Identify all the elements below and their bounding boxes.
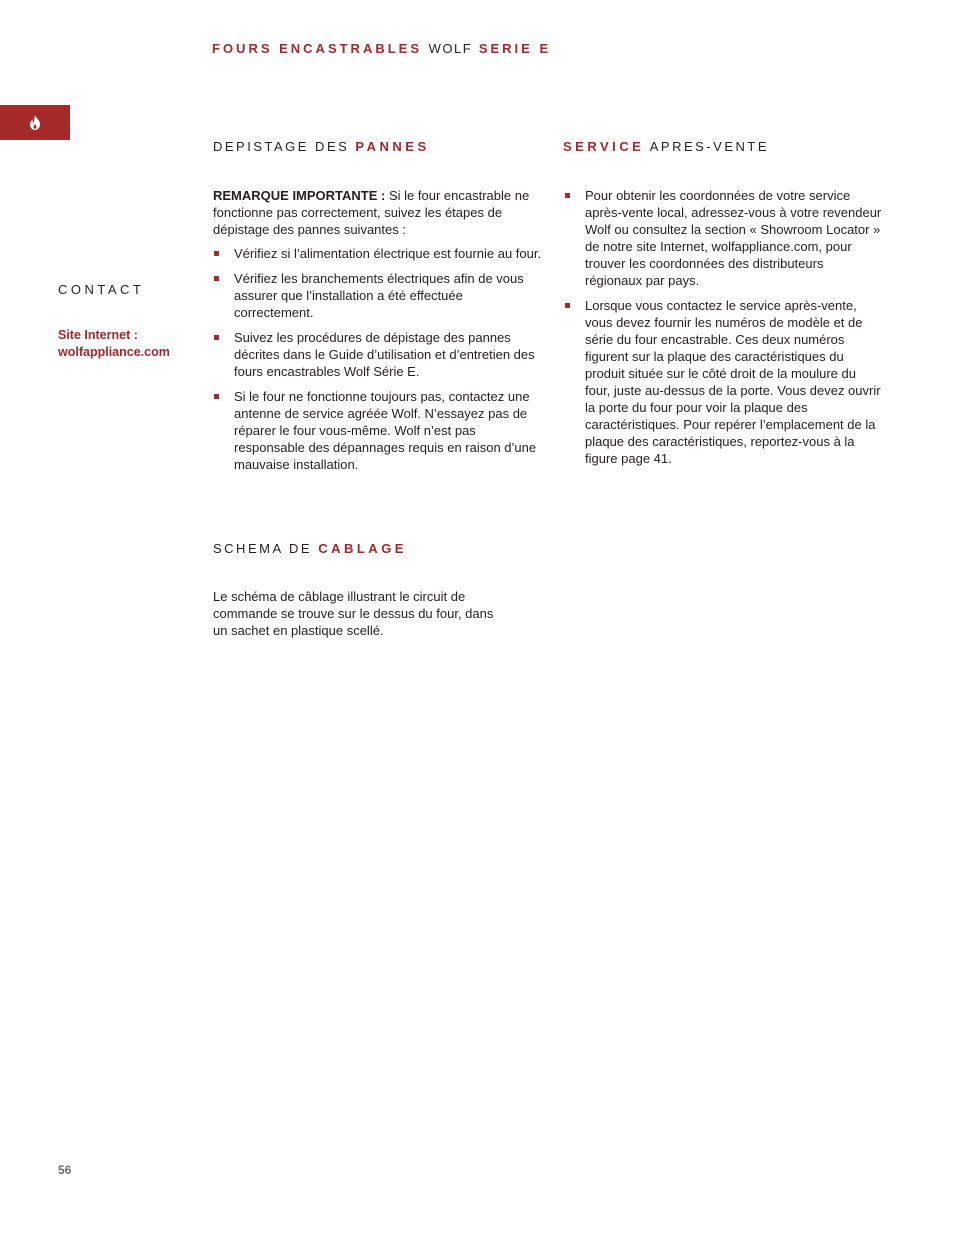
troubleshooting-heading <box>213 139 430 154</box>
bullet-icon <box>214 251 219 256</box>
wiring-text: Le schéma de câblage illustrant le circuit de commande se trouve sur le dessus du four, dans un sachet en plastique scellé. <box>213 589 494 638</box>
header-brand: WOLF <box>428 41 473 56</box>
list-item: Pour obtenir les coordonnées de votre service après-vente local, adressez-vous à votre revendeur Wolf ou consultez la section « Showroom Locator » de notre site Internet, wolfappliance.com, pour trouver les coordonnées des distributeurs régionaux par pays. <box>564 187 884 289</box>
bullet-icon <box>565 193 570 198</box>
list-item: Vérifiez si l’alimentation électrique est fournie au four. <box>213 245 543 262</box>
wiring-heading-accent: CABLAGE <box>318 541 407 556</box>
service-list <box>564 187 884 467</box>
bullet-icon <box>214 276 219 281</box>
website-url[interactable]: wolfappliance.com <box>58 345 170 359</box>
section-tab <box>0 105 70 140</box>
list-item: Lorsque vous contactez le service après-vente, vous devez fournir les numéros de modèle et de série du four encastrable. Ces deux numéros figurent sur la plaque des caractéristiques du produit située sur le côté droit de la moulure du four, juste au-dessus de la porte. Vous devez ouvrir la porte du four pour voir la plaque des caractéristiques. Pour repérer l’emplacement de la plaque des caractéristiques, reportez-vous à la figure page 41. <box>564 297 884 467</box>
service-body <box>564 187 884 475</box>
contact-website[interactable] <box>58 327 208 361</box>
service-heading <box>563 139 769 154</box>
website-label: Site Internet : <box>58 328 138 342</box>
troubleshooting-list <box>213 245 543 473</box>
troubleshooting-heading-accent: PANNES <box>355 139 430 154</box>
page-number: 56 <box>58 1163 72 1177</box>
wiring-heading <box>213 541 407 556</box>
page-header <box>212 41 551 56</box>
important-note-text: Si le four encastrable ne fonctionne pas correctement, suivez les étapes de dépistage des pannes suivantes : <box>213 188 530 237</box>
service-heading-plain: APRES-VENTE <box>649 139 769 154</box>
service-heading-accent: SERVICE <box>563 139 645 154</box>
flame-icon <box>29 115 41 130</box>
bullet-icon <box>214 335 219 340</box>
bullet-icon <box>214 394 219 399</box>
header-series: SERIE E <box>478 41 552 56</box>
wiring-heading-plain: SCHEMA DE <box>213 541 313 556</box>
list-item: Si le four ne fonctionne toujours pas, contactez une antenne de service agréée Wolf. N’essayez pas de réparer le four vous-même. Wolf n’est pas responsable des dépannages requis en raison d’une mauvaise installation. <box>213 388 543 473</box>
list-item: Suivez les procédures de dépistage des pannes décrites dans le Guide d’utilisation et d’entretien des fours encastrables Wolf Série E. <box>213 329 543 380</box>
important-note-label: REMARQUE IMPORTANTE : <box>213 188 386 203</box>
troubleshooting-body <box>213 187 543 481</box>
bullet-icon <box>565 303 570 308</box>
important-note <box>213 187 543 238</box>
troubleshooting-heading-plain: DEPISTAGE DES <box>213 139 350 154</box>
list-item: Vérifiez les branchements électriques afin de vous assurer que l’installation a été effectuée correctement. <box>213 270 543 321</box>
header-title: FOURS ENCASTRABLES <box>212 41 423 56</box>
contact-heading: CONTACT <box>58 282 145 297</box>
